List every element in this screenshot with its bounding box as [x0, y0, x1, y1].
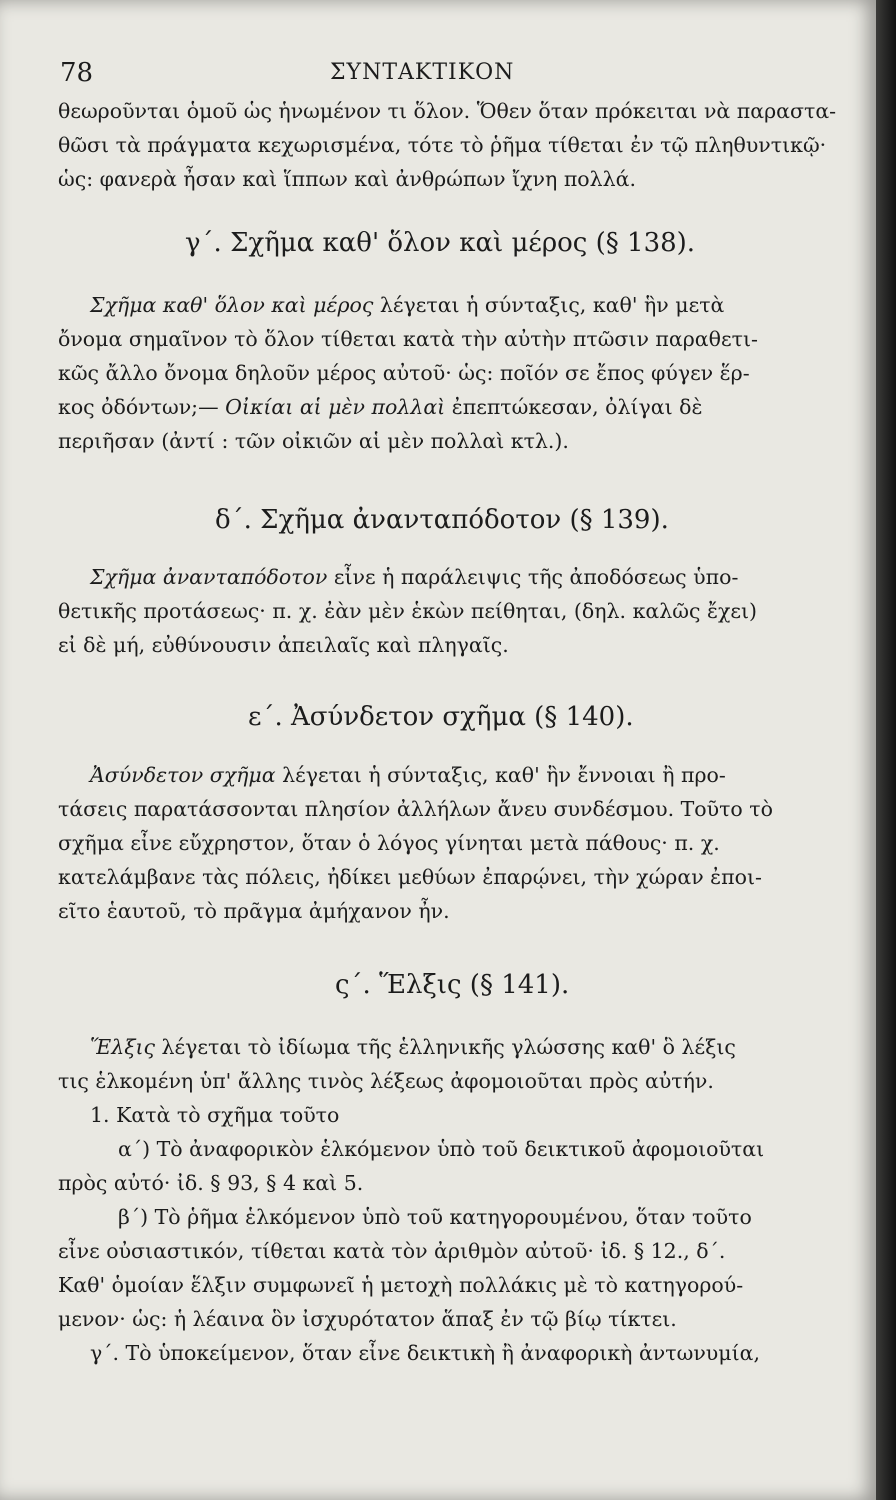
text-run: λέγεται τὸ ἰδίωμα τῆς ἑλληνικῆς γλώσσης καθ' ὃ λέξις [155, 1035, 736, 1059]
text-run: λέγεται ἡ σύνταξις, καθ' ἣν μετὰ [373, 293, 725, 317]
section-d-paragraph [58, 560, 848, 662]
text-line [58, 1030, 848, 1064]
text-line: κῶς ἄλλο ὄνομα δηλοῦν μέρος αὐτοῦ· ὡς: ποῖόν σε ἔπος φύγεν ἕρ- [58, 361, 750, 385]
text-line: εῖτο ἑαυτοῦ, τὸ πρᾶγμα ἀμήχανον ἦν. [58, 899, 450, 923]
section-heading-e: ε΄. Ἀσύνδετον σχῆμα (§ 140). [248, 702, 634, 732]
page-number: 78 [60, 58, 94, 88]
section-g-paragraph [58, 288, 848, 458]
text-line: εἶνε οὐσιαστικόν, τίθεται κατὰ τὸν ἀριθμὸν αὐτοῦ· ἰδ. § 12., δ΄. [58, 1239, 726, 1263]
italic-phrase: Οἰκίαι αἱ μὲν πολλαὶ [225, 395, 446, 419]
term: Σχῆμα καθ' ὅλον καὶ μέρος [90, 293, 374, 317]
text-line: γ΄. Τὸ ὑποκείμενον, ὅταν εἶνε δεικτικὴ ἢ ἀναφορικὴ ἀντωνυμία, [90, 1341, 760, 1365]
numbered-item: 1. Κατὰ τὸ σχῆμα τοῦτο [90, 1103, 340, 1127]
text-line: θετικῆς προτάσεως· π. χ. ἐὰν μὲν ἑκὼν πείθηται, (δηλ. καλῶς ἔχει) [58, 599, 758, 623]
text-run: ἐπεπτώκεσαν, ὀλίγαι δὲ [445, 395, 703, 419]
section-heading-d: δ΄. Σχῆμα ἀνανταπόδοτον (§ 139). [215, 505, 669, 535]
text-line [58, 390, 848, 424]
text-line: τάσεις παρατάσσονται πλησίον ἀλλήλων ἄνευ συνδέσμου. Τοῦτο τὸ [58, 797, 773, 821]
text-line [58, 560, 848, 594]
text-line [58, 288, 848, 322]
text-run: κος ὀδόντων;— [58, 395, 226, 419]
section-e-paragraph [58, 758, 848, 928]
term: Σχῆμα ἀνανταπόδοτον [90, 565, 328, 589]
running-title: ΣΥΝΤΑΚΤΙΚΟΝ [330, 60, 515, 85]
text-line: τις ἑλκομένη ὑπ' ἄλλης τινὸς λέξεως ἀφομοιοῦται πρὸς αὐτήν. [58, 1069, 714, 1093]
section-heading-st: ς΄. Ἕλξις (§ 141). [335, 970, 570, 1000]
text-line: εἰ δὲ μή, εὐθύνουσιν ἀπειλαῖς καὶ πληγαῖς. [58, 633, 509, 657]
text-line: ὡς: φανερὰ ἦσαν καὶ ἵππων καὶ ἀνθρώπων ἴχνη πολλά. [58, 167, 636, 191]
text-line: μενον· ὡς: ἡ λέαινα ὃν ἰσχυρότατον ἅπαξ ἐν τῷ βίῳ τίκτει. [58, 1307, 677, 1331]
text-line: ὄνομα σημαῖνον τὸ ὅλον τίθεται κατὰ τὴν αὐτὴν πτῶσιν παραθετι- [58, 327, 758, 351]
text-line: περιῆσαν (ἀντί : τῶν οἰκιῶν αἱ μὲν πολλαὶ κτλ.). [58, 429, 569, 453]
term: Ἕλξις [90, 1035, 156, 1059]
text-line: σχῆμα εἶνε εὔχρηστον, ὅταν ὁ λόγος γίνηται μετὰ πάθους· π. χ. [58, 831, 720, 855]
text-run: λέγεται ἡ σύνταξις, καθ' ἣν ἔννοιαι ἢ προ- [275, 763, 726, 787]
text-run: εἶνε ἡ παράλειψις τῆς ἀποδόσεως ὑπο- [327, 565, 739, 589]
text-line [58, 758, 848, 792]
text-line: κατελάμβανε τὰς πόλεις, ἠδίκει μεθύων ἐπαρῴνει, τὴν χώραν ἐποι- [58, 865, 762, 889]
text-line: Καθ' ὁμοίαν ἕλξιν συμφωνεῖ ἡ μετοχὴ πολλάκις μὲ τὸ κατηγορού- [58, 1273, 744, 1297]
text-line: α΄) Τὸ ἀναφορικὸν ἑλκόμενον ὑπὸ τοῦ δεικτικοῦ ἀφομοιοῦται [118, 1137, 765, 1161]
text-line: β΄) Τὸ ῥῆμα ἑλκόμενον ὑπὸ τοῦ κατηγορουμένου, ὅταν τοῦτο [118, 1205, 752, 1229]
text-line: θῶσι τὰ πράγματα κεχωρισμένα, τότε τὸ ῥῆμα τίθεται ἐν τῷ πληθυντικῷ· [58, 133, 827, 157]
text-line: πρὸς αὐτό· ἰδ. § 93, § 4 καὶ 5. [58, 1171, 364, 1195]
page-edge-shadow [876, 0, 896, 1500]
intro-paragraph [58, 94, 848, 196]
section-heading-g: γ΄. Σχῆμα καθ' ὅλον καὶ μέρος (§ 138). [185, 228, 696, 258]
term: Ἀσύνδετον σχῆμα [90, 763, 276, 787]
text-line: θεωροῦνται ὁμοῦ ὡς ἡνωμένον τι ὅλον. Ὅθεν ὅταν πρόκειται νὰ παραστα- [58, 99, 837, 123]
section-st-paragraph [58, 1030, 848, 1370]
